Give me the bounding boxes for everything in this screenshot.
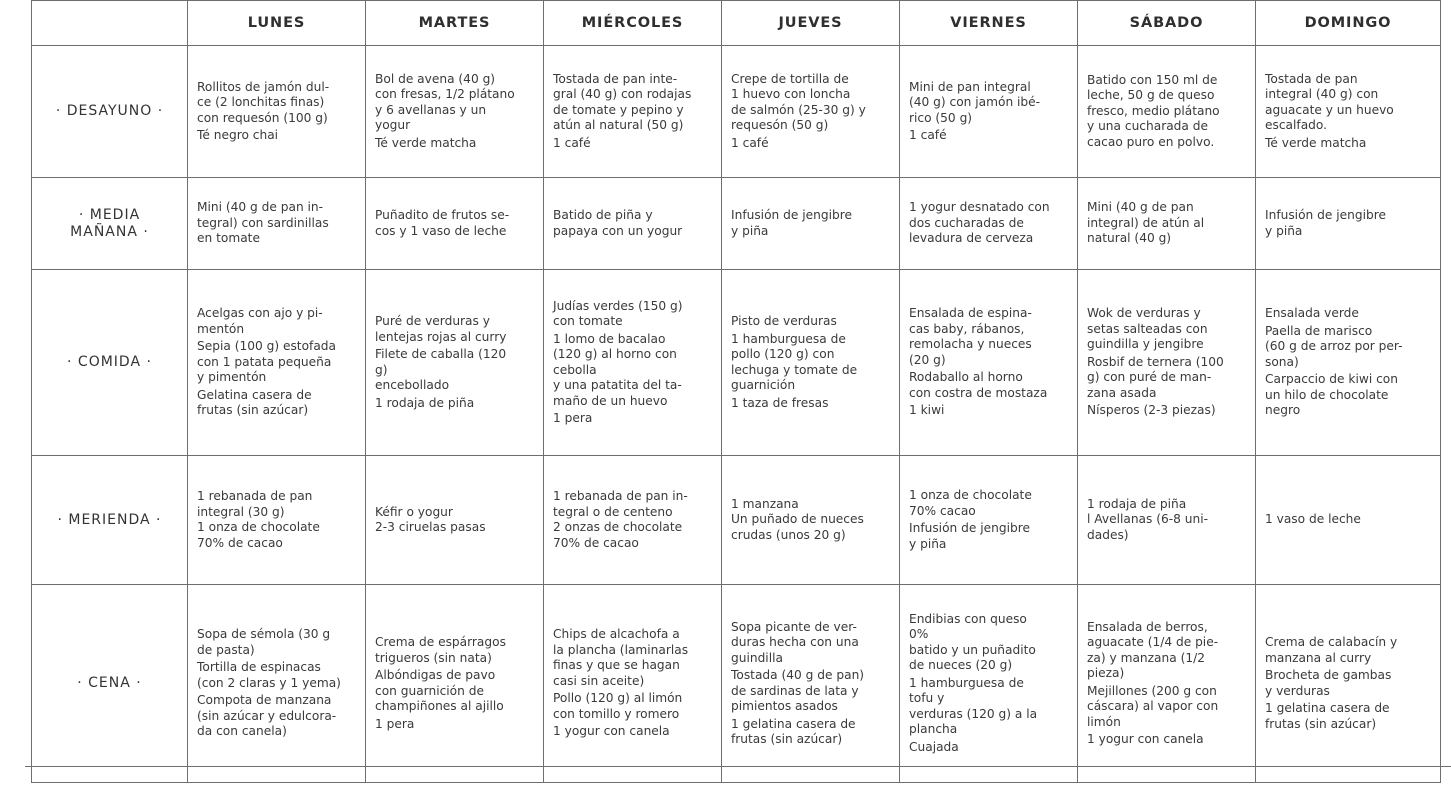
menu-cell-comida-martes bbox=[366, 270, 544, 456]
menu-item-text: 1 kiwi bbox=[909, 403, 945, 418]
menu-item-text: Crema de calabacín y manzana al curry bbox=[1265, 635, 1398, 665]
menu-cell-media-manana-sabado bbox=[1078, 178, 1256, 270]
menu-item-text: Carpaccio de kiwi con un hilo de chocolate negro bbox=[1265, 372, 1398, 418]
menu-cell-comida-jueves bbox=[722, 270, 900, 456]
menu-item-text: Rosbif de ternera (100 g) con puré de man- zana asada bbox=[1087, 354, 1224, 400]
menu-item-text: Mini (40 g de pan integral) de atún al natural (40 g) bbox=[1087, 200, 1205, 246]
menu-item-text: Tostada de pan integral (40 g) con aguacate y un huevo escalfado. bbox=[1265, 71, 1394, 133]
menu-item-text: 1 vaso de leche bbox=[1265, 512, 1361, 527]
menu-item-text: 1 rodaja de piña bbox=[375, 395, 475, 410]
menu-cell-cena-martes bbox=[366, 585, 544, 783]
menu-item-text: 1 yogur desnatado con dos cucharadas de levadura de cerveza bbox=[909, 200, 1050, 246]
meal-row-media-manana bbox=[32, 178, 1441, 270]
menu-item-text: Té negro chai bbox=[197, 128, 279, 142]
menu-cell-cena-lunes bbox=[188, 585, 366, 783]
weekly-menu-table bbox=[31, 0, 1441, 783]
menu-item-text: 1 taza de fresas bbox=[731, 395, 829, 410]
menu-cell-comida-domingo bbox=[1256, 270, 1441, 456]
menu-item-text: Batido de piña y papaya con un yogur bbox=[553, 208, 683, 238]
day-header-viernes: VIERNES bbox=[900, 1, 1078, 46]
menu-item-text: Infusión de jengibre y piña bbox=[731, 208, 852, 238]
menu-item-text: Judías verdes (150 g) con tomate bbox=[553, 298, 683, 328]
menu-item-text: 1 hamburguesa de pollo (120 g) con lechuga y tomate de guarnición bbox=[731, 331, 858, 392]
menu-item-text: 1 café bbox=[731, 135, 769, 150]
menu-cell-media-manana-jueves bbox=[722, 178, 900, 270]
menu-item-text: Nísperos (2-3 piezas) bbox=[1087, 403, 1216, 418]
menu-item-text: 1 rebanada de pan integral (30 g) 1 onza de chocolate 70% de cacao bbox=[197, 489, 320, 550]
menu-item-text: Gelatina casera de frutas (sin azúcar) bbox=[197, 387, 312, 418]
menu-cell-merienda-jueves bbox=[722, 456, 900, 585]
menu-cell-merienda-domingo bbox=[1256, 456, 1441, 585]
menu-item-text: Sopa de sémola (30 g de pasta) bbox=[197, 627, 331, 657]
menu-item-text: 1 yogur con canela bbox=[1087, 732, 1204, 746]
menu-cell-cena-domingo bbox=[1256, 585, 1441, 783]
menu-item-text: Mini (40 g de pan in- tegral) con sardinillas en tomate bbox=[197, 200, 329, 246]
menu-cell-desayuno-jueves bbox=[722, 46, 900, 178]
menu-cell-cena-viernes bbox=[900, 585, 1078, 783]
menu-item-text: Ensalada verde bbox=[1265, 306, 1359, 321]
menu-item-text: Chips de alcachofa a la plancha (laminarlas finas y que se hagan casi sin aceite) bbox=[553, 627, 689, 688]
menu-cell-comida-viernes bbox=[900, 270, 1078, 456]
menu-cell-media-manana-martes bbox=[366, 178, 544, 270]
menu-cell-desayuno-lunes bbox=[188, 46, 366, 178]
menu-cell-merienda-miercoles bbox=[544, 456, 722, 585]
menu-cell-desayuno-viernes bbox=[900, 46, 1078, 178]
meal-label-merienda: · MERIENDA · bbox=[32, 456, 188, 585]
menu-cell-comida-miercoles bbox=[544, 270, 722, 456]
menu-item-text: Acelgas con ajo y pi- mentón bbox=[197, 306, 323, 336]
menu-item-text: Ensalada de espina- cas baby, rábanos, remolacha y nueces (20 g) bbox=[909, 306, 1032, 367]
menu-cell-desayuno-miercoles bbox=[544, 46, 722, 178]
menu-item-text: Ensalada de berros, aguacate (1/4 de pie- za) y manzana (1/2 pieza) bbox=[1087, 619, 1219, 680]
menu-item-text: Crepe de tortilla de 1 huevo con loncha de salmón (25-30 g) y requesón (50 g) bbox=[731, 71, 866, 133]
menu-item-text: Batido con 150 ml de leche, 50 g de queso fresco, medio plátano y una cucharada de cacao puro en polvo. bbox=[1087, 72, 1220, 149]
menu-item-text: 1 rodaja de piña l Avellanas (6-8 uni- dades) bbox=[1087, 496, 1209, 542]
menu-cell-merienda-lunes bbox=[188, 456, 366, 585]
menu-item-text: 1 rebanada de pan in- tegral o de centeno 2 onzas de chocolate 70% de cacao bbox=[553, 489, 688, 550]
meal-label-media-manana: · MEDIA MAÑANA · bbox=[32, 178, 188, 270]
menu-item-text: Endibias con queso 0% batido y un puñadito de nueces (20 g) bbox=[909, 611, 1036, 673]
menu-cell-media-manana-domingo bbox=[1256, 178, 1441, 270]
menu-item-text: Kéfir o yogur 2-3 ciruelas pasas bbox=[375, 504, 486, 534]
weekly-menu bbox=[31, 0, 1441, 783]
day-header-miercoles: MIÉRCOLES bbox=[544, 1, 722, 46]
meal-row-desayuno bbox=[32, 46, 1441, 178]
menu-cell-media-manana-lunes bbox=[188, 178, 366, 270]
menu-cell-desayuno-sabado bbox=[1078, 46, 1256, 178]
menu-item-text: Puré de verduras y lentejas rojas al curry bbox=[375, 314, 507, 344]
menu-cell-desayuno-martes bbox=[366, 46, 544, 178]
menu-item-text: 1 café bbox=[553, 135, 591, 150]
menu-item-text: Sepia (100 g) estofada con 1 patata pequeña y pimentón bbox=[197, 339, 337, 385]
meal-label-comida: · COMIDA · bbox=[32, 270, 188, 456]
menu-cell-merienda-martes bbox=[366, 456, 544, 585]
menu-cell-merienda-sabado bbox=[1078, 456, 1256, 585]
menu-item-text: 1 gelatina casera de frutas (sin azúcar) bbox=[1265, 701, 1390, 731]
day-header-martes: MARTES bbox=[366, 1, 544, 46]
day-header-jueves: JUEVES bbox=[722, 1, 900, 46]
menu-cell-comida-lunes bbox=[188, 270, 366, 456]
menu-item-text: Sopa picante de ver- duras hecha con una guindilla bbox=[731, 619, 859, 665]
menu-item-text: Compota de manzana (sin azúcar y edulcora- da con canela) bbox=[197, 693, 337, 739]
meal-row-merienda bbox=[32, 456, 1441, 585]
day-header-domingo: DOMINGO bbox=[1256, 1, 1441, 46]
header-row bbox=[32, 1, 1441, 46]
menu-item-text: Infusión de jengibre y piña bbox=[909, 521, 1030, 551]
bottom-rule bbox=[25, 766, 1451, 767]
menu-item-text: 1 manzana Un puñado de nueces crudas (unos 20 g) bbox=[731, 496, 864, 542]
menu-item-text: 1 lomo de bacalao (120 g) al horno con cebolla y una patatita del ta- maño de un huevo bbox=[553, 331, 682, 408]
menu-item-text: Infusión de jengibre y piña bbox=[1265, 208, 1386, 238]
menu-item-text: Albóndigas de pavo con guarnición de champiñones al ajillo bbox=[375, 668, 504, 713]
menu-item-text: Té verde matcha bbox=[375, 135, 477, 150]
menu-item-text: 1 pera bbox=[375, 716, 415, 731]
menu-cell-desayuno-domingo bbox=[1256, 46, 1441, 178]
menu-item-text: 1 hamburguesa de tofu y verduras (120 g) a la plancha bbox=[909, 675, 1038, 737]
menu-item-text: Mini de pan integral (40 g) con jamón ibé- rico (50 g) bbox=[909, 79, 1041, 125]
menu-item-text: Brocheta de gambas y verduras bbox=[1265, 668, 1392, 698]
menu-item-text: 1 onza de chocolate 70% cacao bbox=[909, 488, 1032, 518]
menu-item-text: 1 café bbox=[909, 128, 947, 142]
corner-cell bbox=[32, 1, 188, 46]
menu-cell-comida-sabado bbox=[1078, 270, 1256, 456]
menu-item-text: Tostada de pan inte- gral (40 g) con rodajas de tomate y pepino y atún al natural (50 g) bbox=[553, 71, 692, 133]
menu-item-text: Rodaballo al horno con costra de mostaza bbox=[909, 370, 1048, 400]
menu-item-text: Mejillones (200 g con cáscara) al vapor con limón bbox=[1087, 683, 1219, 729]
menu-cell-cena-sabado bbox=[1078, 585, 1256, 783]
menu-item-text: Paella de marisco (60 g de arroz por per- sona) bbox=[1265, 323, 1403, 369]
day-header-sabado: SÁBADO bbox=[1078, 1, 1256, 46]
menu-item-text: 1 gelatina casera de frutas (sin azúcar) bbox=[731, 716, 856, 746]
menu-item-text: Puñadito de frutos se- cos y 1 vaso de leche bbox=[375, 208, 510, 238]
menu-item-text: Pollo (120 g) al limón con tomillo y romero bbox=[553, 691, 683, 721]
menu-cell-cena-miercoles bbox=[544, 585, 722, 783]
menu-item-text: Wok de verduras y setas salteadas con guindilla y jengibre bbox=[1087, 306, 1208, 352]
day-header-lunes: LUNES bbox=[188, 1, 366, 46]
menu-cell-cena-jueves bbox=[722, 585, 900, 783]
menu-item-text: 1 yogur con canela bbox=[553, 724, 670, 739]
menu-item-text: Cuajada bbox=[909, 739, 959, 754]
menu-item-text: Bol de avena (40 g) con fresas, 1/2 plátano y 6 avellanas y un yogur bbox=[375, 71, 515, 133]
meal-row-cena bbox=[32, 585, 1441, 783]
meal-label-cena: · CENA · bbox=[32, 585, 188, 783]
menu-item-text: 1 pera bbox=[553, 411, 593, 425]
menu-item-text: Crema de espárragos trigueros (sin nata) bbox=[375, 635, 506, 665]
menu-cell-media-manana-miercoles bbox=[544, 178, 722, 270]
menu-item-text: Filete de caballa (120 g) encebollado bbox=[375, 347, 507, 392]
menu-item-text: Tostada (40 g de pan) de sardinas de lata y pimientos asados bbox=[731, 668, 865, 713]
meal-label-desayuno: · DESAYUNO · bbox=[32, 46, 188, 178]
menu-cell-media-manana-viernes bbox=[900, 178, 1078, 270]
menu-item-text: Té verde matcha bbox=[1265, 135, 1367, 150]
meal-row-comida bbox=[32, 270, 1441, 456]
menu-item-text: Pisto de verduras bbox=[731, 314, 837, 328]
menu-item-text: Tortilla de espinacas (con 2 claras y 1 yema) bbox=[197, 660, 341, 690]
menu-cell-merienda-viernes bbox=[900, 456, 1078, 585]
menu-item-text: Rollitos de jamón dul- ce (2 lonchitas finas) con requesón (100 g) bbox=[197, 79, 330, 125]
